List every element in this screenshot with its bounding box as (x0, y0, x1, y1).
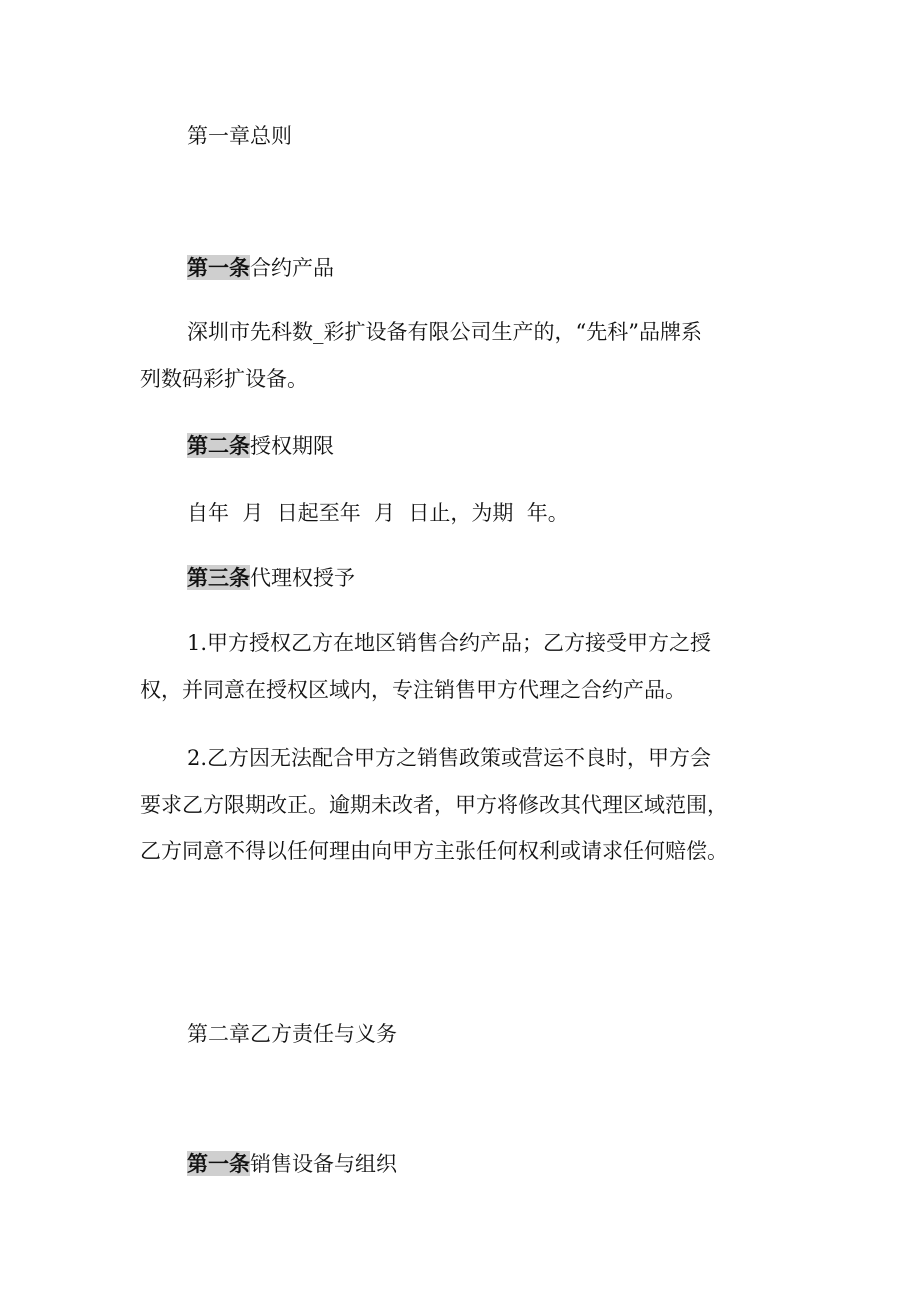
paragraph-line: 列数码彩扩设备。 (140, 367, 308, 391)
article-title: 销售设备与组织 (250, 1152, 397, 1176)
chapter-1-heading: 第一章总则 (187, 124, 292, 148)
article-title: 授权期限 (250, 434, 334, 458)
article-heading (187, 564, 355, 592)
paragraph-line: 乙方同意不得以任何理由向甲方主张任何权利或请求任何赔偿。 (140, 839, 728, 863)
article-label: 第三条 (187, 565, 250, 590)
article-heading (187, 254, 334, 282)
article-heading (187, 432, 334, 460)
article-title: 合约产品 (250, 256, 334, 280)
paragraph-line: 深圳市先科数_彩扩设备有限公司生产的，“先科”品牌系 (187, 320, 702, 344)
paragraph-line: 2.乙方因无法配合甲方之销售政策或营运不良时，甲方会 (187, 746, 712, 770)
article-label: 第一条 (187, 255, 250, 280)
article-label: 第一条 (187, 1151, 250, 1176)
paragraph-line: 要求乙方限期改正。逾期未改者，甲方将修改其代理区域范围， (140, 793, 728, 817)
paragraph-line: 权，并同意在授权区域内，专注销售甲方代理之合约产品。 (140, 678, 686, 702)
paragraph-line: 1.甲方授权乙方在地区销售合约产品；乙方接受甲方之授 (187, 631, 712, 655)
article-title: 代理权授予 (250, 566, 355, 590)
article-label: 第二条 (187, 433, 250, 458)
paragraph-line: 自年 月 日起至年 月 日止，为期 年。 (187, 501, 569, 525)
chapter-2-heading: 第二章乙方责任与义务 (187, 1022, 397, 1046)
article-heading (187, 1150, 397, 1178)
